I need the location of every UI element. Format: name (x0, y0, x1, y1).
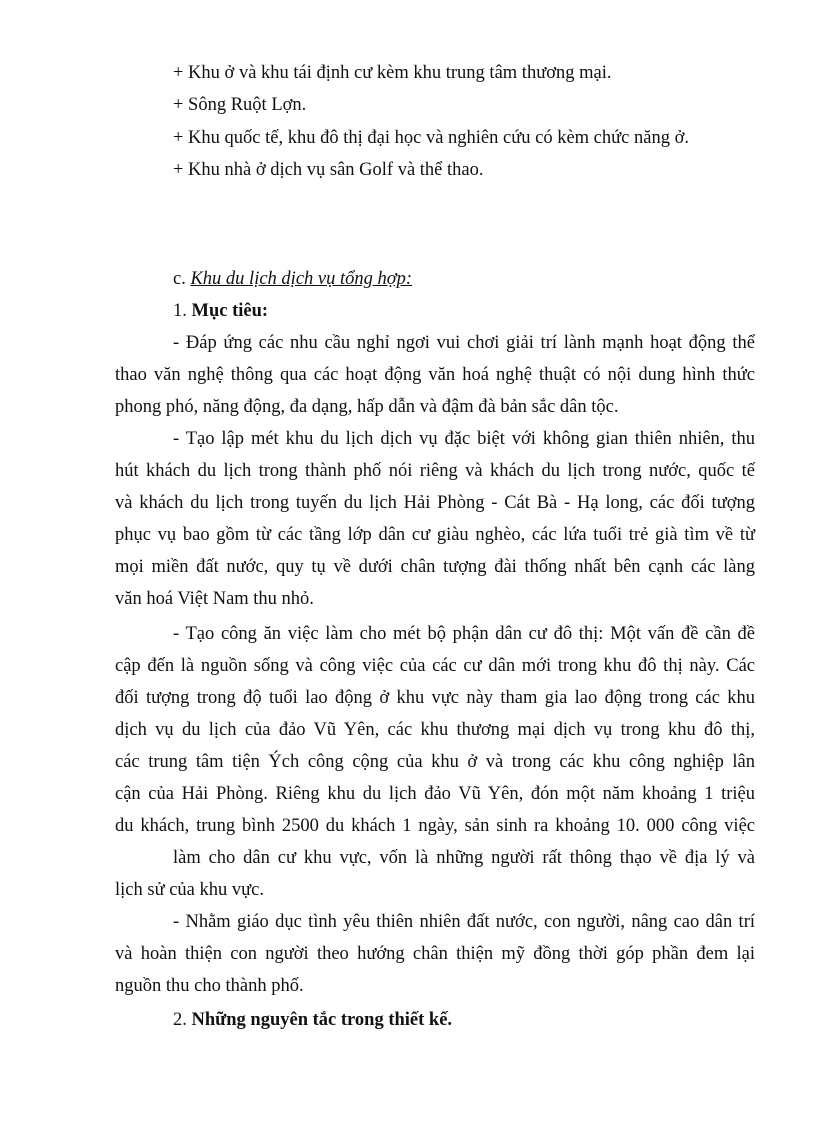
paragraph-line: - Tạo lập mét khu du lịch dịch vụ đặc biệt với không gian thiên nhiên, thu (173, 429, 755, 449)
paragraph-line: và hoàn thiện con người theo hướng chân thiện mỹ đồng thời góp phần đem lại (115, 944, 755, 964)
paragraph-line: phục vụ bao gồm từ các tầng lớp dân cư giàu nghèo, các lứa tuổi trẻ già tìm về từ (115, 525, 755, 545)
paragraph-line: du khách, trung bình 2500 du khách 1 ngày, sản sinh ra khoảng 10. 000 công việc (115, 816, 755, 836)
subheading-goals (173, 300, 268, 322)
bullet-item: + Khu nhà ở dịch vụ sân Golf và thể thao. (173, 160, 484, 180)
paragraph-line: và khách du lịch trong tuyến du lịch Hải Phòng - Cát Bà - Hạ long, các đối tượng (115, 493, 755, 513)
paragraph-line: cập đến là nguồn sống và công việc của các cư dân mới trong khu đô thị này. Các (115, 656, 755, 676)
paragraph-line: các trung tâm tiện Ých công cộng của khu ở và trong các khu công nghiệp lân (115, 752, 755, 772)
section-prefix: c. (173, 269, 191, 289)
paragraph-line: - Tạo công ăn việc làm cho mét bộ phận dân cư đô thị: Một vấn đề cần đề (173, 624, 755, 644)
subheading-title: Những nguyên tắc trong thiết kế. (191, 1010, 453, 1030)
subheading-principles (173, 1009, 452, 1031)
paragraph-line: văn hoá Việt Nam thu nhỏ. (115, 589, 314, 609)
paragraph-line: - Nhằm giáo dục tình yêu thiên nhiên đất nước, con người, nâng cao dân trí (173, 912, 755, 932)
paragraph-line: phong phó, năng động, đa dạng, hấp dẫn và đậm đà bản sắc dân tộc. (115, 397, 619, 417)
paragraph-line: - Đáp ứng các nhu cầu nghỉ ngơi vui chơi giải trí lành mạnh hoạt động thể (173, 333, 755, 353)
paragraph-line: dịch vụ du lịch của đảo Vũ Yên, các khu thương mại dịch vụ trong khu đô thị, (115, 720, 755, 740)
subheading-title: Mục tiêu: (191, 301, 269, 321)
section-title: Khu du lịch dịch vụ tổng hợp: (190, 269, 413, 289)
paragraph-line: hút khách du lịch trong thành phố nói riêng và khách du lịch trong nước, quốc tế (115, 461, 755, 481)
paragraph-line: thao văn nghệ thông qua các hoạt động văn hoá nghệ thuật có nội dung hình thức (115, 365, 755, 385)
bullet-item: + Sông Ruột Lợn. (173, 95, 307, 115)
subheading-number: 1. (173, 301, 192, 321)
paragraph-line: lịch sử của khu vực. (115, 880, 265, 900)
paragraph-line: làm cho dân cư khu vực, vốn là những người rất thông thạo về địa lý và (173, 848, 755, 868)
section-heading (173, 268, 412, 290)
paragraph-line: đối tượng trong độ tuổi lao động ở khu vực này tham gia lao động trong các khu (115, 688, 755, 708)
paragraph-line: cận của Hải Phòng. Riêng khu du lịch đảo Vũ Yên, đón một năm khoảng 1 triệu (115, 784, 755, 804)
paragraph-line: nguồn thu cho thành phố. (115, 976, 304, 996)
subheading-number: 2. (173, 1010, 192, 1030)
bullet-item: + Khu ở và khu tái định cư kèm khu trung tâm thương mại. (173, 63, 612, 83)
paragraph-line: mọi miền đất nước, quy tụ về dưới chân tượng đài thống nhất bên cạnh các làng (115, 557, 755, 577)
bullet-item: + Khu quốc tế, khu đô thị đại học và nghiên cứu có kèm chức năng ở. (173, 128, 690, 148)
